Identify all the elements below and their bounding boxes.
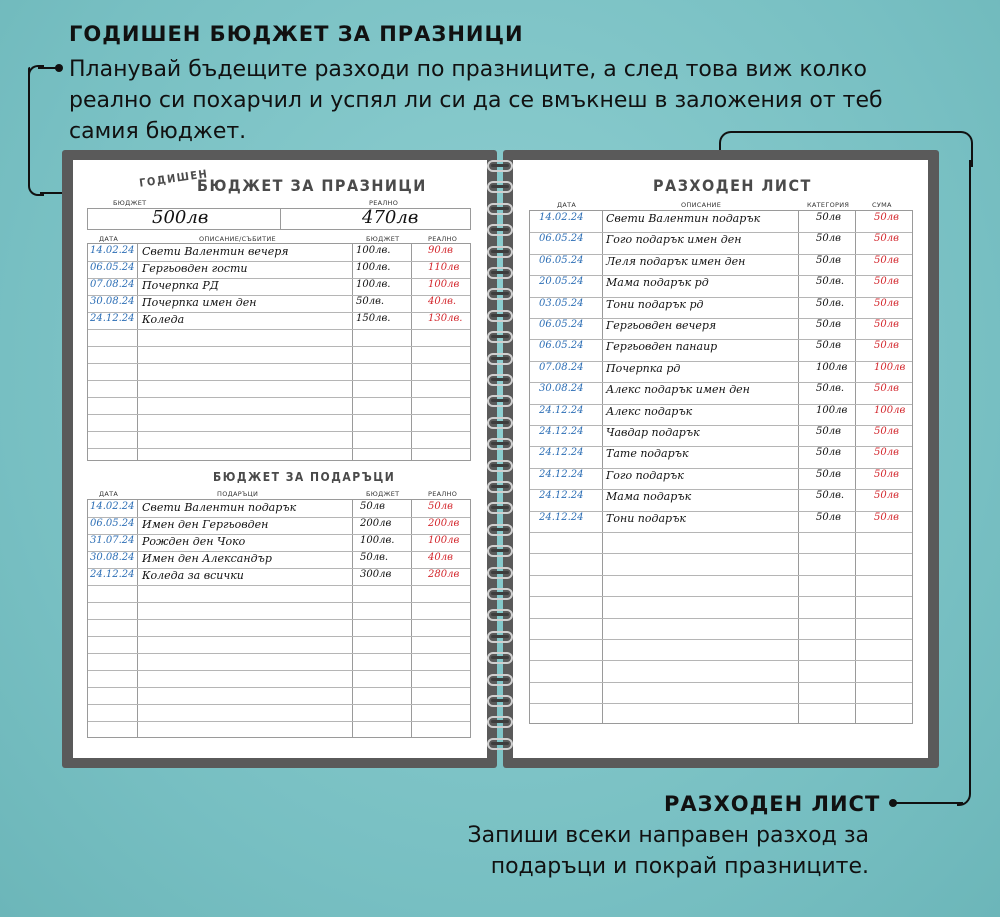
table-cell-desc: Почерпка РД	[142, 279, 219, 292]
spiral-ring	[487, 374, 513, 386]
callout-line-left-v	[28, 67, 30, 185]
table-cell-cat: 50лв	[816, 511, 841, 523]
table-cell-actual: 280лв	[428, 569, 460, 580]
table-cell-desc: Алекс подарък	[606, 404, 693, 418]
spiral-ring	[487, 674, 513, 686]
table-cell-date: 30.08.24	[90, 552, 135, 563]
table-cell-sum: 50лв	[874, 511, 899, 523]
table-row-line	[88, 670, 470, 671]
table-cell-desc: Чавдар подарък	[606, 426, 700, 439]
table-row-line	[530, 361, 912, 362]
table-cell-date: 14.02.24	[539, 212, 584, 223]
table-col-line	[411, 244, 412, 460]
table-cell-cat: 50лв	[816, 319, 841, 330]
header-line-1: Планувай бъдещите разходи по празниците, а след това виж колко	[69, 57, 867, 82]
table-cell-budget: 100лв.	[356, 245, 391, 256]
table-row-line	[88, 619, 470, 620]
table-row-line	[530, 425, 912, 426]
table-cell-date: 06.05.24	[90, 262, 135, 273]
table-cell-actual: 90лв	[428, 245, 453, 256]
spiral-ring	[487, 395, 513, 407]
footer-title: РАЗХОДЕН ЛИСТ	[664, 792, 881, 816]
table-cell-cat: 50лв.	[816, 490, 845, 502]
table-cell-sum: 50лв	[874, 254, 899, 266]
table-cell-budget: 100лв.	[360, 535, 395, 546]
table-cell-date: 07.08.24	[539, 361, 584, 373]
table-cell-sum: 100лв	[874, 361, 906, 373]
table-cell-cat: 50лв	[816, 447, 841, 459]
gifts-col-actual: РЕАЛНО	[428, 490, 458, 498]
spiral-ring	[487, 181, 513, 193]
table-cell-date: 24.12.24	[539, 404, 584, 416]
col-description: ОПИСАНИЕ/СЪБИТИЕ	[199, 235, 276, 243]
table-cell-date: 06.05.24	[539, 233, 584, 245]
table-cell-desc: Тате подарък	[606, 447, 689, 461]
table-cell-date: 31.07.24	[90, 535, 135, 546]
table-cell-date: 14.02.24	[90, 245, 135, 256]
table-cell-desc: Тони подарък	[606, 511, 686, 525]
table-cell-budget: 50лв	[360, 501, 385, 512]
spiral-ring	[487, 288, 513, 300]
table-row-line	[88, 653, 470, 654]
footer-line-2: подаръци и покрай празниците.	[490, 854, 869, 879]
spiral-ring	[487, 267, 513, 279]
spiral-ring	[487, 203, 513, 215]
table-cell-cat: 50лв	[816, 233, 841, 245]
table-row-line	[88, 448, 470, 449]
table-row-line	[530, 297, 912, 298]
holiday-budget-table	[87, 243, 471, 461]
table-row-line	[530, 468, 912, 469]
spiral-ring	[487, 224, 513, 236]
table-row-line	[530, 575, 912, 576]
table-row-line	[88, 431, 470, 432]
spiral-ring	[487, 545, 513, 557]
table-cell-budget: 50лв.	[356, 296, 385, 307]
summary-divider	[280, 209, 281, 229]
col-date: ДАТА	[99, 235, 119, 243]
callout-line-right-v	[957, 160, 971, 806]
spiral-ring	[487, 652, 513, 664]
callout-line-right-h	[893, 802, 963, 804]
table-cell-sum: 50лв	[874, 276, 899, 288]
table-row-line	[530, 511, 912, 512]
table-cell-sum: 50лв	[874, 447, 899, 459]
table-row-line	[530, 682, 912, 683]
gifts-budget-title: БЮДЖЕТ ЗА ПОДАРЪЦИ	[213, 470, 396, 484]
table-row-line	[88, 397, 470, 398]
table-cell-desc: Свети Валентин подарък	[606, 212, 761, 225]
right-page-title: РАЗХОДЕН ЛИСТ	[653, 176, 812, 195]
table-cell-desc: Рожден ден Чоко	[142, 535, 246, 548]
expense-col-description: ОПИСАНИЕ	[681, 201, 722, 209]
table-cell-budget: 150лв.	[356, 313, 391, 324]
table-cell-cat: 50лв	[816, 212, 841, 223]
table-cell-sum: 50лв	[874, 233, 899, 245]
table-cell-sum: 50лв	[874, 297, 899, 309]
table-cell-actual: 130лв.	[428, 313, 463, 324]
table-cell-sum: 50лв	[874, 340, 899, 352]
actual-total-value: 470лв	[362, 207, 419, 228]
gifts-col-budget: БЮДЖЕТ	[366, 490, 400, 498]
table-cell-cat: 50лв.	[816, 383, 845, 395]
table-cell-actual: 50лв	[428, 501, 453, 512]
table-cell-budget: 200лв	[360, 518, 392, 529]
table-cell-actual: 100лв	[428, 535, 460, 546]
table-cell-date: 06.05.24	[90, 518, 135, 529]
spiral-ring	[487, 716, 513, 728]
table-row-line	[530, 639, 912, 640]
spiral-ring	[487, 588, 513, 600]
gifts-budget-table	[87, 499, 471, 738]
table-col-line	[352, 244, 353, 460]
col-actual: РЕАЛНО	[428, 235, 458, 243]
table-cell-cat: 50лв	[816, 426, 841, 437]
table-cell-cat: 100лв	[816, 404, 848, 416]
table-row-line	[88, 721, 470, 722]
table-cell-desc: Свети Валентин подарък	[142, 501, 297, 514]
table-row-line	[530, 446, 912, 447]
spiral-ring	[487, 695, 513, 707]
table-cell-desc: Гергьовден вечеря	[606, 319, 717, 332]
left-page-title: БЮДЖЕТ ЗА ПРАЗНИЦИ	[197, 176, 427, 195]
expense-col-category: КАТЕГОРИЯ	[807, 201, 850, 209]
spiral-ring	[487, 738, 513, 750]
spiral-ring	[487, 631, 513, 643]
callout-corner-left-top	[28, 65, 44, 81]
table-cell-date: 24.12.24	[539, 511, 584, 523]
spiral-ring	[487, 460, 513, 472]
table-cell-cat: 50лв.	[816, 297, 845, 309]
table-cell-date: 30.08.24	[90, 296, 135, 307]
table-row-line	[88, 329, 470, 330]
table-row-line	[530, 404, 912, 405]
spiral-ring	[487, 417, 513, 429]
table-row-line	[88, 414, 470, 415]
budget-total-value: 500лв	[152, 207, 209, 228]
table-cell-date: 24.12.24	[539, 447, 584, 459]
expense-table	[529, 210, 913, 724]
spiral-ring	[487, 609, 513, 621]
table-row-line	[530, 553, 912, 554]
header-line-2: реално си похарчил и успял ли си да се вмъкнеш в заложения от теб	[69, 88, 883, 113]
table-cell-date: 03.05.24	[539, 297, 584, 309]
table-cell-actual: 40лв.	[428, 296, 457, 307]
table-cell-budget: 100лв.	[356, 262, 391, 273]
spiral-ring	[487, 353, 513, 365]
table-cell-actual: 110лв	[428, 262, 460, 273]
spiral-ring	[487, 481, 513, 493]
gifts-col-date: ДАТА	[99, 490, 119, 498]
header-line-3: самия бюджет.	[69, 119, 247, 144]
table-cell-date: 06.05.24	[539, 340, 584, 352]
table-cell-desc: Гергьовден гости	[142, 262, 248, 275]
table-cell-desc: Леля подарък имен ден	[606, 254, 746, 268]
table-cell-sum: 50лв	[874, 468, 899, 480]
table-row-line	[530, 703, 912, 704]
table-cell-budget: 100лв.	[356, 279, 391, 290]
table-cell-budget: 300лв	[360, 569, 392, 580]
budget-label: БЮДЖЕТ	[113, 199, 147, 207]
table-row-line	[88, 346, 470, 347]
table-cell-sum: 50лв	[874, 490, 899, 502]
actual-label: РЕАЛНО	[369, 199, 399, 207]
table-row-line	[530, 596, 912, 597]
table-cell-sum: 100лв	[874, 404, 906, 416]
spiral-ring	[487, 438, 513, 450]
callout-dot-right-end	[889, 799, 897, 807]
table-cell-desc: Гого подарък	[606, 468, 684, 482]
table-cell-desc: Гергьовден панаир	[606, 340, 718, 354]
table-cell-actual: 200лв	[428, 518, 460, 529]
table-cell-desc: Имен ден Александър	[142, 552, 272, 565]
table-cell-date: 07.08.24	[90, 279, 135, 290]
table-row-line	[530, 339, 912, 340]
expense-col-date: ДАТА	[557, 201, 577, 209]
table-cell-date: 24.12.24	[90, 569, 135, 580]
gifts-col-gifts: ПОДАРЪЦИ	[217, 490, 259, 498]
table-row-line	[88, 602, 470, 603]
table-cell-actual: 40лв	[428, 552, 453, 563]
table-row-line	[88, 585, 470, 586]
table-cell-actual: 100лв	[428, 279, 460, 290]
table-cell-cat: 50лв	[816, 340, 841, 352]
table-cell-date: 24.12.24	[539, 426, 584, 437]
table-cell-sum: 50лв	[874, 319, 899, 330]
table-cell-sum: 50лв	[874, 212, 899, 223]
table-cell-date: 24.12.24	[539, 468, 584, 480]
table-cell-date: 20.05.24	[539, 276, 584, 288]
spiral-ring	[487, 524, 513, 536]
footer-line-1: Запиши всеки направен разход за	[467, 823, 869, 848]
table-col-line	[137, 244, 138, 460]
expense-col-sum: СУМА	[872, 201, 892, 209]
table-cell-date: 24.12.24	[539, 490, 584, 502]
table-row-line	[530, 660, 912, 661]
table-cell-sum: 50лв	[874, 383, 899, 395]
table-cell-desc: Мама подарък	[606, 490, 692, 504]
table-row-line	[88, 363, 470, 364]
spiral-ring	[487, 502, 513, 514]
table-cell-desc: Тони подарък рд	[606, 297, 704, 311]
table-row-line	[530, 275, 912, 276]
spiral-ring	[487, 160, 513, 172]
table-cell-cat: 50лв	[816, 468, 841, 480]
col-budget: БЮДЖЕТ	[366, 235, 400, 243]
table-cell-date: 30.08.24	[539, 383, 584, 395]
budget-summary-box	[87, 208, 471, 230]
table-row-line	[530, 318, 912, 319]
table-cell-date: 14.02.24	[90, 501, 135, 512]
table-row-line	[530, 618, 912, 619]
table-cell-budget: 50лв.	[360, 552, 389, 563]
table-row-line	[88, 636, 470, 637]
header-title: ГОДИШЕН БЮДЖЕТ ЗА ПРАЗНИЦИ	[69, 22, 524, 46]
table-cell-date: 24.12.24	[90, 313, 135, 324]
table-row-line	[530, 489, 912, 490]
spiral-ring	[487, 331, 513, 343]
footer-description	[455, 820, 869, 882]
left-page-title-small: ГОДИШЕН	[138, 167, 210, 190]
table-cell-cat: 100лв	[816, 361, 848, 373]
table-cell-desc: Почерпка рд	[606, 361, 681, 375]
left-page	[73, 160, 487, 758]
table-cell-desc: Алекс подарък имен ден	[606, 383, 750, 397]
table-row-line	[88, 687, 470, 688]
table-cell-cat: 50лв.	[816, 276, 845, 288]
table-cell-desc: Почерпка имен ден	[142, 296, 257, 309]
table-cell-desc: Мама подарък рд	[606, 276, 709, 290]
table-cell-desc: Имен ден Гергьовден	[142, 518, 269, 531]
table-cell-desc: Коледа	[142, 313, 185, 326]
table-row-line	[530, 532, 912, 533]
table-cell-desc: Коледа за всички	[142, 569, 244, 582]
table-row-line	[88, 704, 470, 705]
table-cell-date: 06.05.24	[539, 254, 584, 266]
spiral-ring	[487, 246, 513, 258]
table-cell-desc: Свети Валентин вечеря	[142, 245, 289, 258]
spiral-ring	[487, 567, 513, 579]
table-cell-date: 06.05.24	[539, 319, 584, 330]
table-cell-sum: 50лв	[874, 426, 899, 437]
table-cell-cat: 50лв	[816, 254, 841, 266]
spiral-ring	[487, 310, 513, 322]
table-row-line	[88, 380, 470, 381]
table-cell-desc: Гого подарък имен ден	[606, 233, 742, 247]
right-page	[513, 160, 928, 758]
